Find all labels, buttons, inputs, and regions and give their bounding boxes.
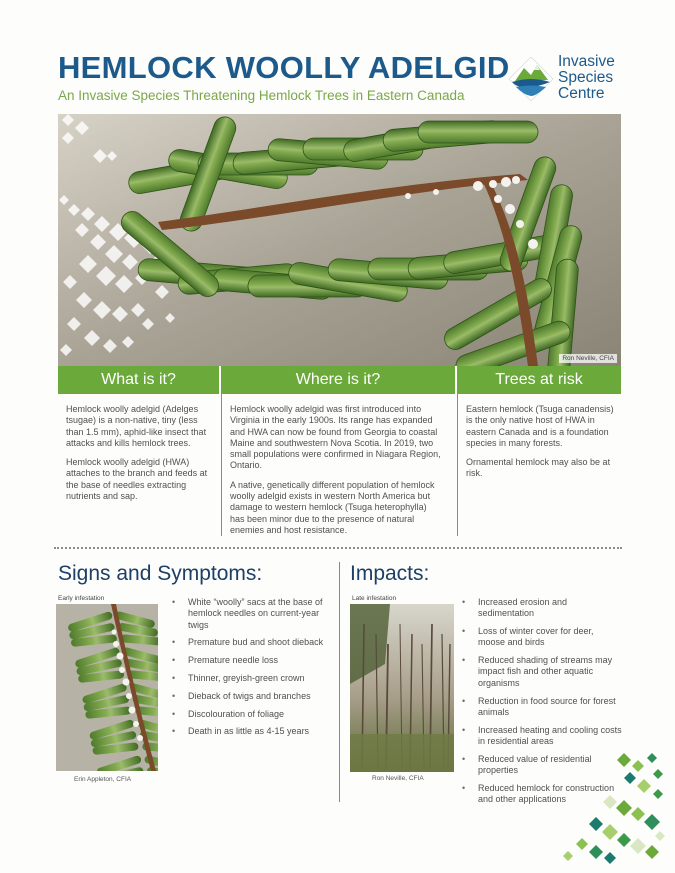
column-divider bbox=[457, 366, 458, 536]
paragraph: Hemlock woolly adelgid (Adelges tsugae) is a non-native, tiny (less than 1.5 mm), aphid-like insect that attacks and kills hemlock trees. bbox=[66, 404, 207, 448]
list-item: • Reduced shading of streams may impact fish and other aquatic organisms bbox=[460, 655, 622, 689]
early-infestation-caption: Early infestation bbox=[58, 595, 105, 602]
logo-line: Species bbox=[558, 69, 614, 86]
logo-mountain-icon bbox=[506, 54, 556, 104]
early-infestation-credit: Erin Appleton, CFIA bbox=[74, 776, 132, 783]
logo-text bbox=[558, 54, 615, 102]
list-item: • Reduced hemlock for construction and other applications bbox=[460, 783, 622, 806]
section-tabs bbox=[58, 366, 621, 394]
paragraph: Hemlock woolly adelgid was first introduced into Virginia in the early 1900s. Its range has expanded and HWA can now be found from Georgia to coastal Maine and southwestern Nova Scotia. In 2019, two small populations were confirmed in Niagara Region, Ontario. bbox=[230, 404, 441, 471]
page-title: HEMLOCK WOOLLY ADELGID bbox=[58, 50, 510, 85]
tab-trees-at-risk: Trees at risk bbox=[457, 366, 621, 394]
list-item: • Reduced value of residential properties bbox=[460, 754, 622, 777]
trees-at-risk-text bbox=[466, 404, 614, 488]
list-item: • Premature bud and shoot dieback bbox=[170, 637, 334, 648]
section-divider bbox=[339, 562, 340, 802]
tab-what-is-it: What is it? bbox=[58, 366, 221, 394]
paragraph: Hemlock woolly adelgid (HWA) attaches to the branch and feeds at the base of needles extracting nutrients and sap. bbox=[66, 457, 208, 502]
column-divider bbox=[221, 366, 222, 536]
list-item: • Increased heating and cooling costs in residential areas bbox=[460, 725, 622, 748]
list-item: • Loss of winter cover for deer, moose and birds bbox=[460, 626, 622, 649]
page-subtitle: An Invasive Species Threatening Hemlock Trees in Eastern Canada bbox=[58, 88, 465, 103]
hero-photo-credit: Ron Neville, CFIA bbox=[559, 354, 617, 363]
what-is-it-text bbox=[66, 404, 216, 510]
paragraph: Eastern hemlock (Tsuga canadensis) is the only native host of HWA in eastern Canada and is a foundation species in many forests. bbox=[466, 404, 614, 448]
late-infestation-credit: Ron Neville, CFIA bbox=[372, 775, 424, 782]
dotted-divider bbox=[54, 547, 622, 549]
logo-line: Centre bbox=[558, 85, 605, 102]
list-item: • Discolouration of foliage bbox=[170, 709, 334, 720]
late-infestation-photo bbox=[350, 604, 454, 772]
logo-line: Invasive bbox=[558, 53, 615, 70]
list-item: • Thinner, greyish-green crown bbox=[170, 673, 334, 684]
signs-list bbox=[170, 597, 334, 744]
tab-where-is-it: Where is it? bbox=[221, 366, 457, 394]
late-infestation-caption: Late infestation bbox=[352, 595, 397, 602]
list-item: • Premature needle loss bbox=[170, 655, 334, 666]
list-item: • Increased erosion and sedimentation bbox=[460, 597, 622, 620]
list-item: • White “woolly” sacs at the base of hemlock needles on current-year twigs bbox=[170, 597, 334, 631]
list-item: • Death in as little as 4-15 years bbox=[170, 726, 334, 737]
hero-photo-hemlock-branch bbox=[58, 114, 621, 366]
list-item: • Reduction in food source for forest animals bbox=[460, 696, 622, 719]
signs-heading: Signs and Symptoms: bbox=[58, 562, 263, 585]
impacts-heading: Impacts: bbox=[350, 562, 430, 585]
paragraph: Ornamental hemlock may also be at risk. bbox=[466, 457, 611, 479]
where-is-it-text bbox=[230, 404, 442, 544]
early-infestation-photo bbox=[56, 604, 158, 771]
list-item: • Dieback of twigs and branches bbox=[170, 691, 334, 702]
decorative-mosaic bbox=[540, 752, 665, 864]
paragraph: A native, genetically different population of hemlock woolly adelgid exists in western North America but damage to western hemlock (Tsuga heterophylla) has been minor due to the presence of natural enemies and host resistance. bbox=[230, 479, 435, 535]
